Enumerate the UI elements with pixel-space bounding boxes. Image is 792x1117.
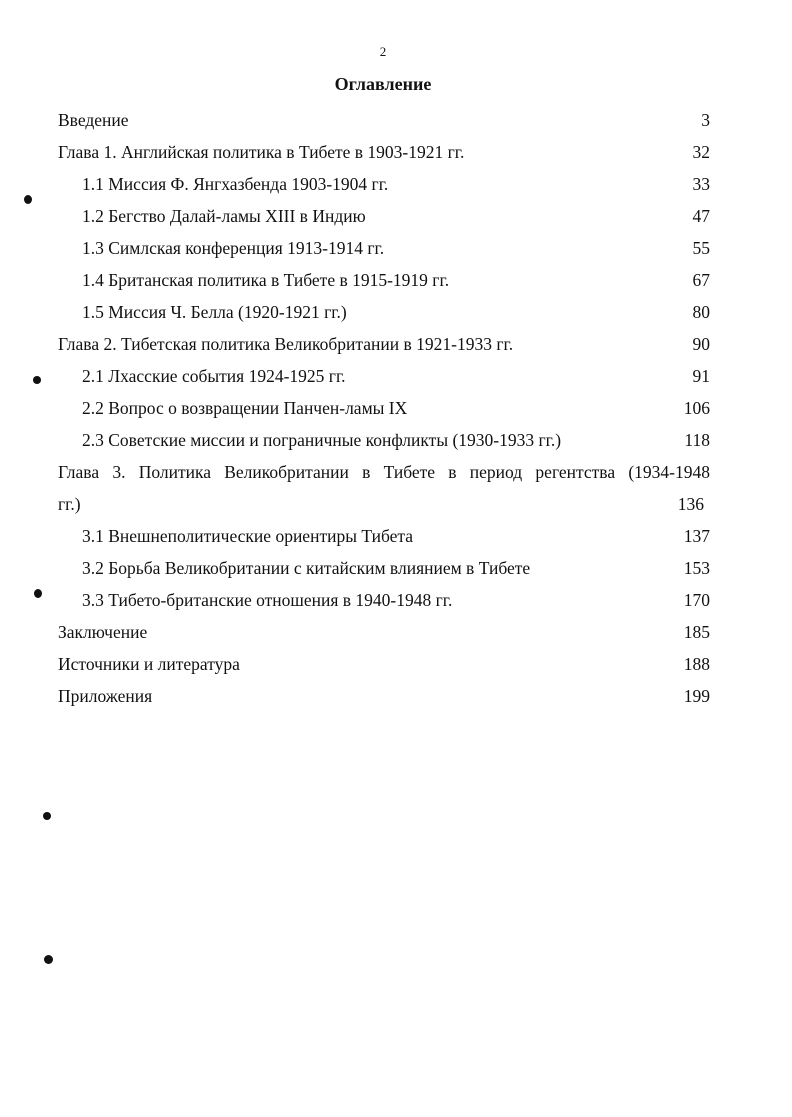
toc-entry-page: 118 bbox=[684, 430, 710, 450]
toc-entry[interactable] bbox=[58, 616, 710, 648]
toc-subentry[interactable] bbox=[58, 168, 710, 200]
toc-entry-label: Заключение bbox=[58, 622, 148, 642]
toc-entry-page: 170 bbox=[683, 590, 710, 610]
toc-subentry[interactable] bbox=[58, 360, 710, 392]
toc-entry[interactable] bbox=[58, 136, 710, 168]
toc-subentry[interactable] bbox=[58, 296, 710, 328]
toc-subentry[interactable] bbox=[58, 424, 710, 456]
scan-speck bbox=[24, 195, 32, 204]
toc-entry-label: 2.1 Лхасские события 1924-1925 гг. bbox=[82, 366, 346, 386]
toc-entry-page: 33 bbox=[692, 174, 710, 194]
toc-entry-label: 1.2 Бегство Далай-ламы XIII в Индию bbox=[82, 206, 366, 226]
table-of-contents bbox=[58, 104, 710, 712]
toc-entry-page: 136 bbox=[677, 494, 704, 514]
toc-entry-label: 2.2 Вопрос о возвращении Панчен-ламы IX bbox=[82, 398, 408, 418]
toc-entry-label: Приложения bbox=[58, 686, 153, 706]
toc-entry-page: 3 bbox=[701, 110, 710, 130]
toc-entry-page: 153 bbox=[683, 558, 710, 578]
toc-entry-label-continued: гг.) bbox=[58, 494, 81, 514]
toc-entry-label: 2.3 Советские миссии и пограничные конфликты (1930-1933 гг.) bbox=[82, 430, 562, 450]
toc-entry-page: 91 bbox=[692, 366, 710, 386]
toc-entry-page: 80 bbox=[692, 302, 710, 322]
toc-subentry[interactable] bbox=[58, 200, 710, 232]
toc-subentry[interactable] bbox=[58, 552, 710, 584]
toc-subentry[interactable] bbox=[58, 264, 710, 296]
toc-subentry[interactable] bbox=[58, 232, 710, 264]
toc-entry-label: 3.1 Внешнеполитические ориентиры Тибета bbox=[82, 526, 414, 546]
toc-entry-label: Источники и литература bbox=[58, 654, 240, 674]
toc-entry-label: 3.3 Тибето-британские отношения в 1940-1948 гг. bbox=[82, 590, 453, 610]
toc-entry[interactable] bbox=[58, 648, 710, 680]
toc-entry[interactable] bbox=[58, 328, 710, 360]
toc-entry-page: 185 bbox=[683, 622, 710, 642]
toc-entry-label: Глава 1. Английская политика в Тибете в 1903-1921 гг. bbox=[58, 142, 465, 162]
toc-subentry[interactable] bbox=[58, 392, 710, 424]
toc-entry-page: 199 bbox=[683, 686, 710, 706]
scan-speck bbox=[34, 589, 42, 598]
toc-entry[interactable] bbox=[58, 104, 710, 136]
toc-entry-page: 90 bbox=[692, 334, 710, 354]
toc-entry-page: 55 bbox=[692, 238, 710, 258]
toc-subentry[interactable] bbox=[58, 584, 710, 616]
toc-entry-page: 67 bbox=[692, 270, 710, 290]
toc-entry[interactable] bbox=[58, 680, 710, 712]
scan-speck bbox=[43, 812, 51, 820]
toc-entry-label: 3.2 Борьба Великобритании с китайским влиянием в Тибете bbox=[82, 558, 531, 578]
toc-entry-page: 32 bbox=[692, 142, 710, 162]
scan-speck bbox=[44, 955, 53, 964]
toc-title: Оглавление bbox=[334, 74, 432, 94]
toc-entry-label: Глава 2. Тибетская политика Великобритании в 1921-1933 гг. bbox=[58, 334, 514, 354]
toc-entry-label: Введение bbox=[58, 110, 129, 130]
toc-entry-page: 47 bbox=[692, 206, 710, 226]
toc-entry-label: Глава 3. Политика Великобритании в Тибете в период регентства (1934-1948 bbox=[58, 462, 710, 482]
toc-entry-label: 1.3 Симлская конференция 1913-1914 гг. bbox=[82, 238, 385, 258]
toc-entry-label: 1.4 Британская политика в Тибете в 1915-1919 гг. bbox=[82, 270, 450, 290]
page-number: 2 bbox=[379, 44, 387, 59]
toc-entry-page: 106 bbox=[683, 398, 710, 418]
toc-entry-page: 137 bbox=[683, 526, 710, 546]
toc-entry-label: 1.1 Миссия Ф. Янгхазбенда 1903-1904 гг. bbox=[82, 174, 389, 194]
toc-subentry[interactable] bbox=[58, 520, 710, 552]
toc-entry-page: 188 bbox=[683, 654, 710, 674]
scan-speck bbox=[33, 376, 41, 384]
toc-entry[interactable] bbox=[58, 456, 710, 520]
toc-entry-label: 1.5 Миссия Ч. Белла (1920-1921 гг.) bbox=[82, 302, 347, 322]
